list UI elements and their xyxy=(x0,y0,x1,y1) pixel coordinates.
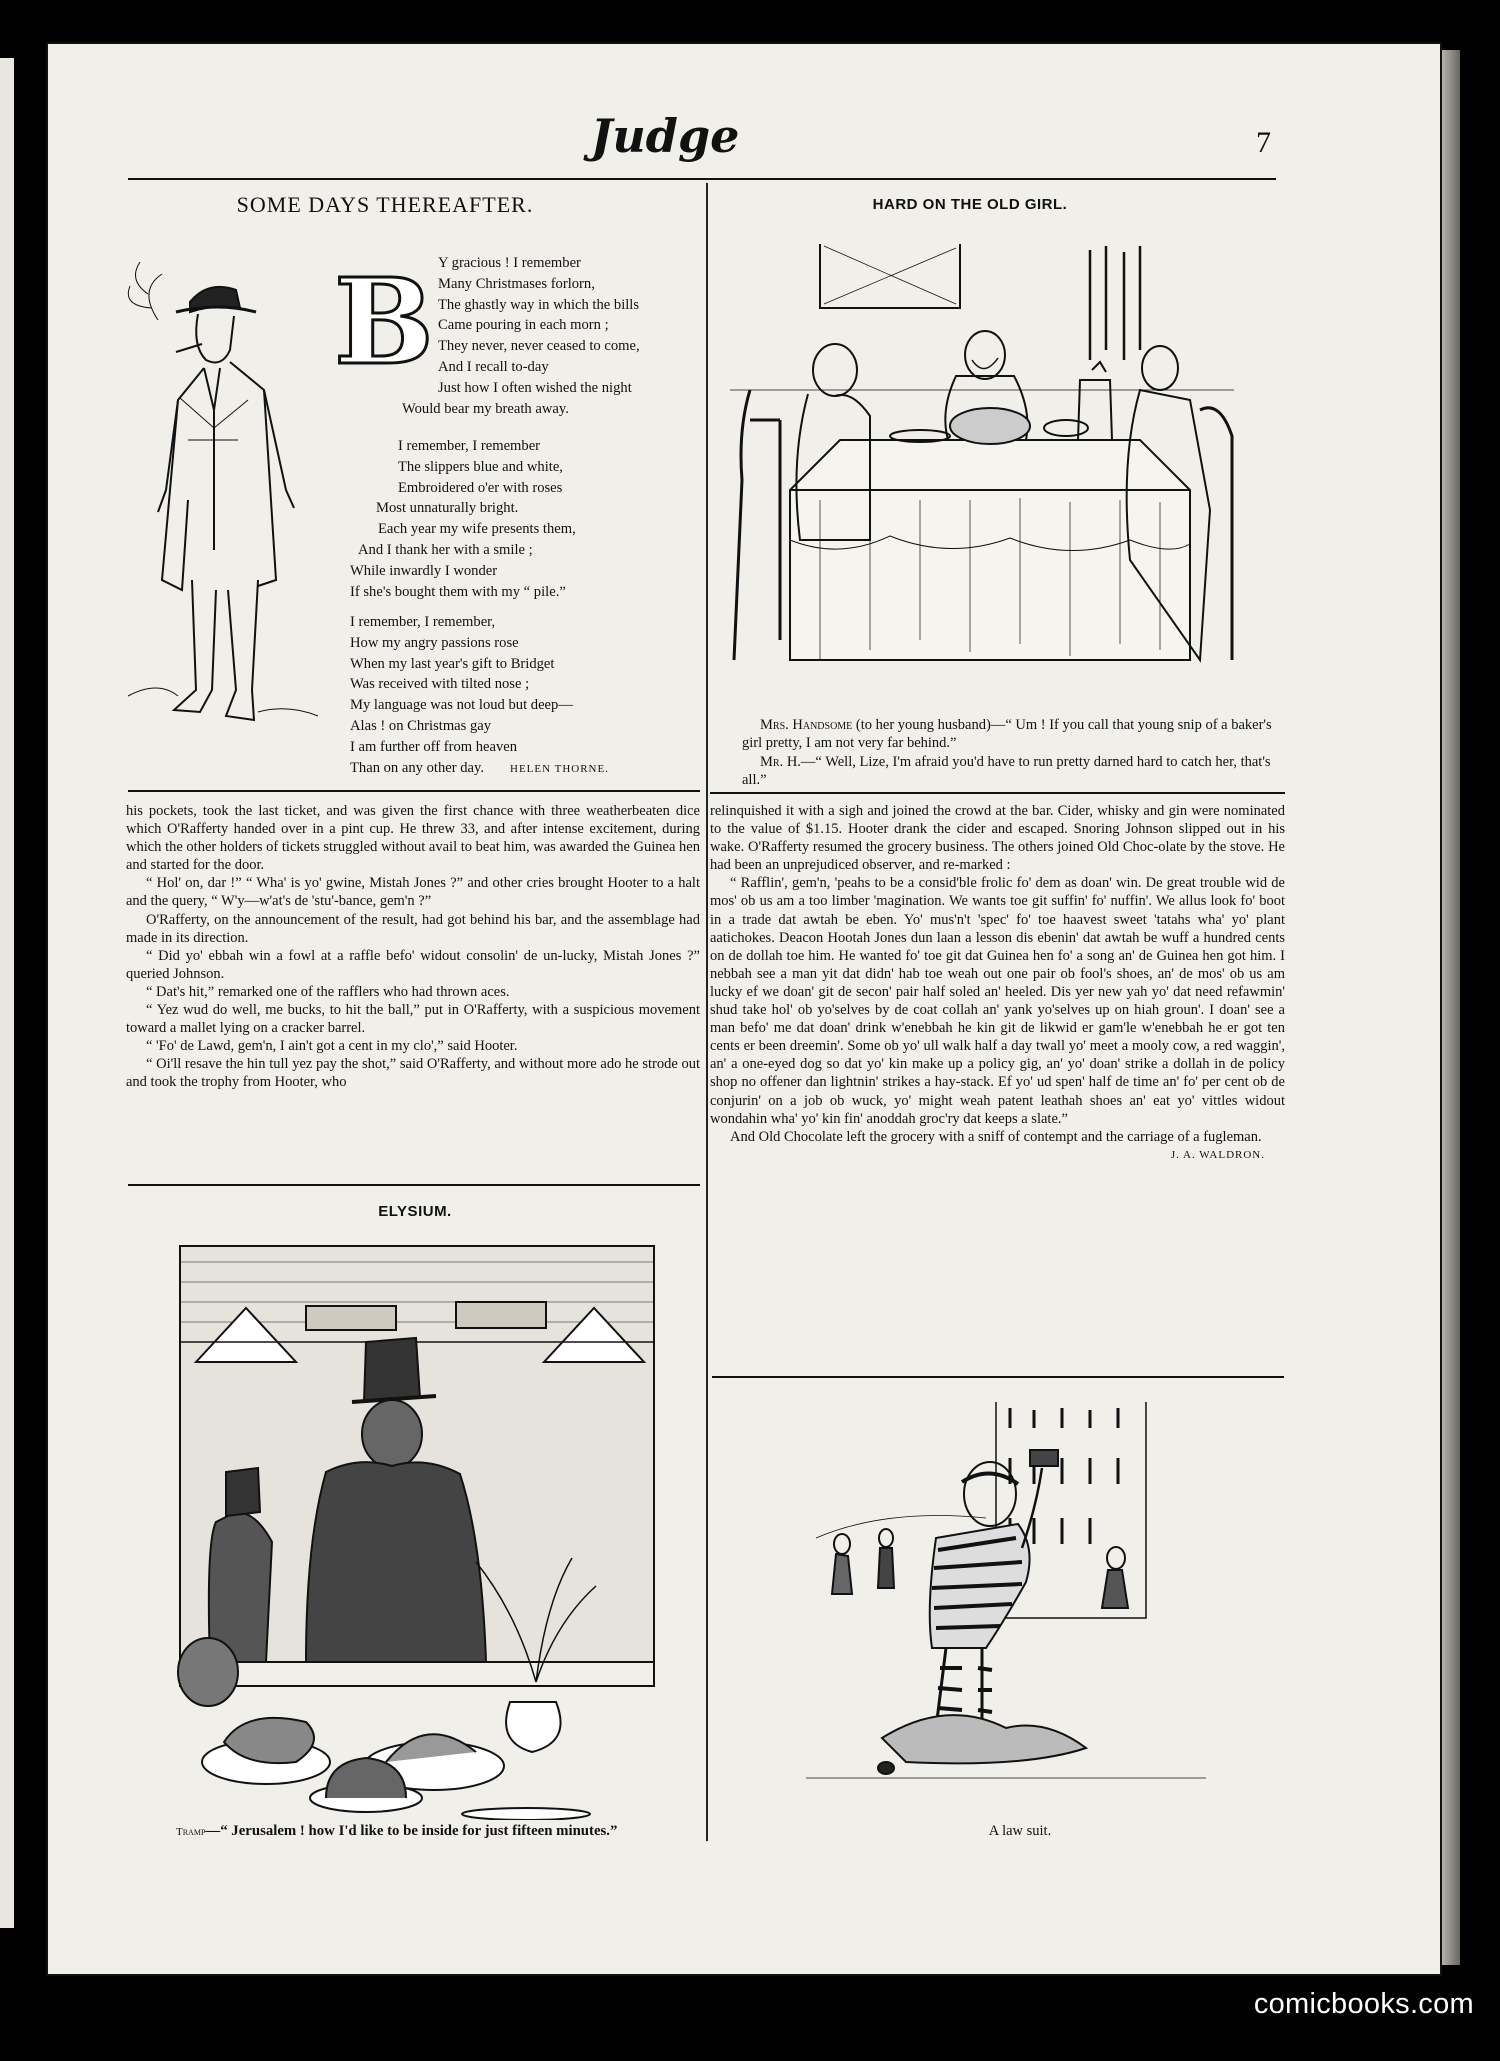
story-paragraph: relinquished it with a sigh and joined the crowd at the bar. Cider, whisky and gin were nominated to the value of $1.15. Hooter drank the cider and escaped. Snoring Johnson slipped out in his wake. O'Rafferty resumed the grocery business. The others joined Old Choc-olate by the stove. He had been an unprejudiced observer, and re-marked : xyxy=(710,803,1285,874)
poem-stanza-1 xyxy=(402,253,640,419)
poem-line: Y gracious ! I remember xyxy=(438,255,581,271)
poem-author: HELEN THORNE. xyxy=(510,762,609,775)
poem-line: Was received with tilted nose ; xyxy=(350,676,530,693)
poem-drop-cap: B xyxy=(334,252,434,391)
illustration-man-smoking xyxy=(118,250,358,750)
poem-line: If she's bought them with my “ pile.” xyxy=(350,583,566,600)
cartoon-title-old-girl: HARD ON THE OLD GIRL. xyxy=(872,196,1068,213)
story-right-bottom-rule xyxy=(712,1376,1284,1378)
story-left-column xyxy=(126,802,700,1092)
poem-line: Alas ! on Christmas gay xyxy=(350,717,492,734)
illustration-elysium-tramp xyxy=(176,1242,658,1820)
page-thickness-edge xyxy=(1440,50,1460,1965)
caption-line-2 xyxy=(742,753,1290,790)
poem-line: And I thank her with a smile ; xyxy=(358,541,533,558)
caption-speaker-2: Mr. H. xyxy=(760,753,801,770)
poem-line-last: Than on any other day. xyxy=(350,759,485,776)
caption-text-2: —“ Well, Lize, I'm afraid you'd have to run pretty darned hard to catch her, that's all.” xyxy=(742,753,1271,789)
poem-line: Would bear my breath away. xyxy=(402,400,569,417)
adjacent-page-edge xyxy=(0,58,14,1928)
story-closing-paragraph: And Old Chocolate left the grocery with a sniff of contempt and the carriage of a fugleman. xyxy=(730,1128,1262,1145)
caption-text-tramp: —“ Jerusalem ! how I'd like to be inside for just fifteen minutes.” xyxy=(205,1823,618,1839)
caption-elysium xyxy=(176,1822,696,1841)
poem-stanza-2 xyxy=(350,436,576,602)
story-paragraph: “ Did yo' ebbah win a fowl at a raffle befo' widout consolin' de un-lucky, Mistah Jones ?” queried Johnson. xyxy=(126,947,700,982)
poem-stanza-3 xyxy=(350,612,609,779)
illustration-dinner-table xyxy=(720,240,1240,710)
story-paragraph: “ 'Fo' de Lawd, gem'n, I ain't got a cent in my clo',” said Hooter. xyxy=(146,1038,518,1055)
poem-line: Most unnaturally bright. xyxy=(376,500,519,517)
page-number: 7 xyxy=(1256,126,1271,159)
poem-line: Embroidered o'er with roses xyxy=(398,479,563,496)
header-rule xyxy=(128,178,1276,180)
poem-line xyxy=(350,758,609,780)
story-paragraph: his pockets, took the last ticket, and was given the first chance with three weatherbeaten dice which O'Rafferty handed over in a pint cup. He threw 33, and after intense excitement, during which the other holders of tickets struggled without avail to beat him, was awarded the Guinea hen and started for the door. xyxy=(126,803,700,874)
poem-title: SOME DAYS THEREAFTER. xyxy=(236,192,534,217)
story-right-column xyxy=(710,802,1285,1164)
story-paragraph: “ Rafflin', gem'n, 'peahs to be a consid'ble frolic fo' dem as doan' win. De great trouble wid de mos' ob us am a too limber 'magination. We wants toe git suffin' fo' nuffin'. We allus look fo' boot in a trade dat awtah be eben. Yo' mus'n't 'spec' fo' toe haavest sweet 'tatahs wha' yo' plant aatichokes. Deacon Hootah Jones dun laan a lesson dis ebenin' dat awtah be wuff a hundred cents on de dollah toe him. He wanted fo' toe git dat Guinea hen fo' a song an' de Guinea hen got him. I nebbah see a man yit dat didn' hab toe weah out one pair ob fool's shoes, an' de mos' ob us am lucky ef we doan' git de secon' pair half soled an' heeled. Dis yer new yah yo' dat need refawmin' shud take hol' ob yo'selves by de coat collah an' yank yo'selves up on hiah groun'. I doan' see a man befo' me dat doan' drink w'enebbah he kin git de likwid er gam'le w'enebbah he er got ten cents er been dreemin'. Some ob yo' ull walk half a day twall yo' meet a mooly cow, a red waggin', an' a one-eyed dog so dat yo' kin make up a policy gig, an' yo' doan' strike a dollah in de policy shop no offener dan lightnin' strikes a hay-stack. Ef yo' ud spen' half de time an' fo' per cent ob de conjurin' on a job ob wuck, yo' might weah patent leathah shoes an' eat yo' vittles widout wondahin wha' yo' kin fin' anoddah groc'ry dat keeps a slate.” xyxy=(710,875,1285,1127)
caption-old-girl xyxy=(742,716,1290,790)
story-left-bottom-rule xyxy=(128,1184,700,1186)
caption-line-1 xyxy=(742,716,1290,753)
cartoon-title-elysium: ELYSIUM. xyxy=(378,1203,452,1220)
story-signoff xyxy=(710,1146,1285,1164)
story-paragraph: O'Rafferty, on the announcement of the result, had got behind his bar, and the assemblage had made in its direction. xyxy=(126,911,700,946)
column-divider xyxy=(706,183,708,1841)
site-watermark: comicbooks.com xyxy=(1253,1988,1474,2020)
story-paragraph: “ Dat's hit,” remarked one of the rafflers who had thrown aces. xyxy=(146,983,510,1000)
caption-speaker-tramp: Tramp xyxy=(176,1826,206,1838)
poem-line: The slippers blue and white, xyxy=(398,458,563,475)
poem-bottom-rule xyxy=(128,790,700,792)
caption-speaker-1: Mrs. Handsome xyxy=(760,717,853,733)
poem-line: How my angry passions rose xyxy=(350,634,519,651)
caption-text-1: (to her young husband)—“ Um ! If you call that young snip of a baker's girl pretty, I am not very far behind.” xyxy=(742,717,1272,752)
poem-line: I remember, I remember xyxy=(398,438,541,454)
story-paragraph: “ Yez wud do well, me bucks, to hit the ball,” put in O'Rafferty, with a suspicious movement toward a mallet lying on a cracker barrel. xyxy=(126,1002,700,1037)
illustration-law-suit-convict xyxy=(786,1398,1226,1818)
poem-line: The ghastly way in which the bills xyxy=(438,296,640,313)
caption-bottom-rule xyxy=(710,792,1285,794)
caption-elysium-line xyxy=(176,1822,696,1841)
story-paragraph: “ Oi'll resave the hin tull yez pay the shot,” said O'Rafferty, and without more ado he strode out and took the trophy from Hooter, who xyxy=(126,1056,700,1091)
poem-line: And I recall to-day xyxy=(438,358,549,375)
poem-line: When my last year's gift to Bridget xyxy=(350,655,555,672)
story-author: J. A. WALDRON. xyxy=(1170,1148,1265,1161)
masthead-logo: Judge xyxy=(590,109,740,163)
poem-line: Just how I often wished the night xyxy=(438,379,632,396)
poem-line: Came pouring in each morn ; xyxy=(438,317,609,334)
poem-line: While inwardly I wonder xyxy=(350,562,498,579)
story-paragraph: “ Hol' on, dar !” “ Wha' is yo' gwine, Mistah Jones ?” and other cries brought Hooter to a halt and the query, “ W'y—w'at's de 'stu'-bance, gem'n ?” xyxy=(126,875,700,910)
poem-line: Each year my wife presents them, xyxy=(378,521,576,538)
poem-line: They never, never ceased to come, xyxy=(438,338,640,355)
poem-line: Many Christmases forlorn, xyxy=(438,275,595,292)
poem-line: I am further off from heaven xyxy=(350,738,518,755)
poem-line: I remember, I remember, xyxy=(350,614,496,630)
poem-line: My language was not loud but deep— xyxy=(350,697,573,714)
caption-law-suit: A law suit. xyxy=(988,1823,1052,1839)
